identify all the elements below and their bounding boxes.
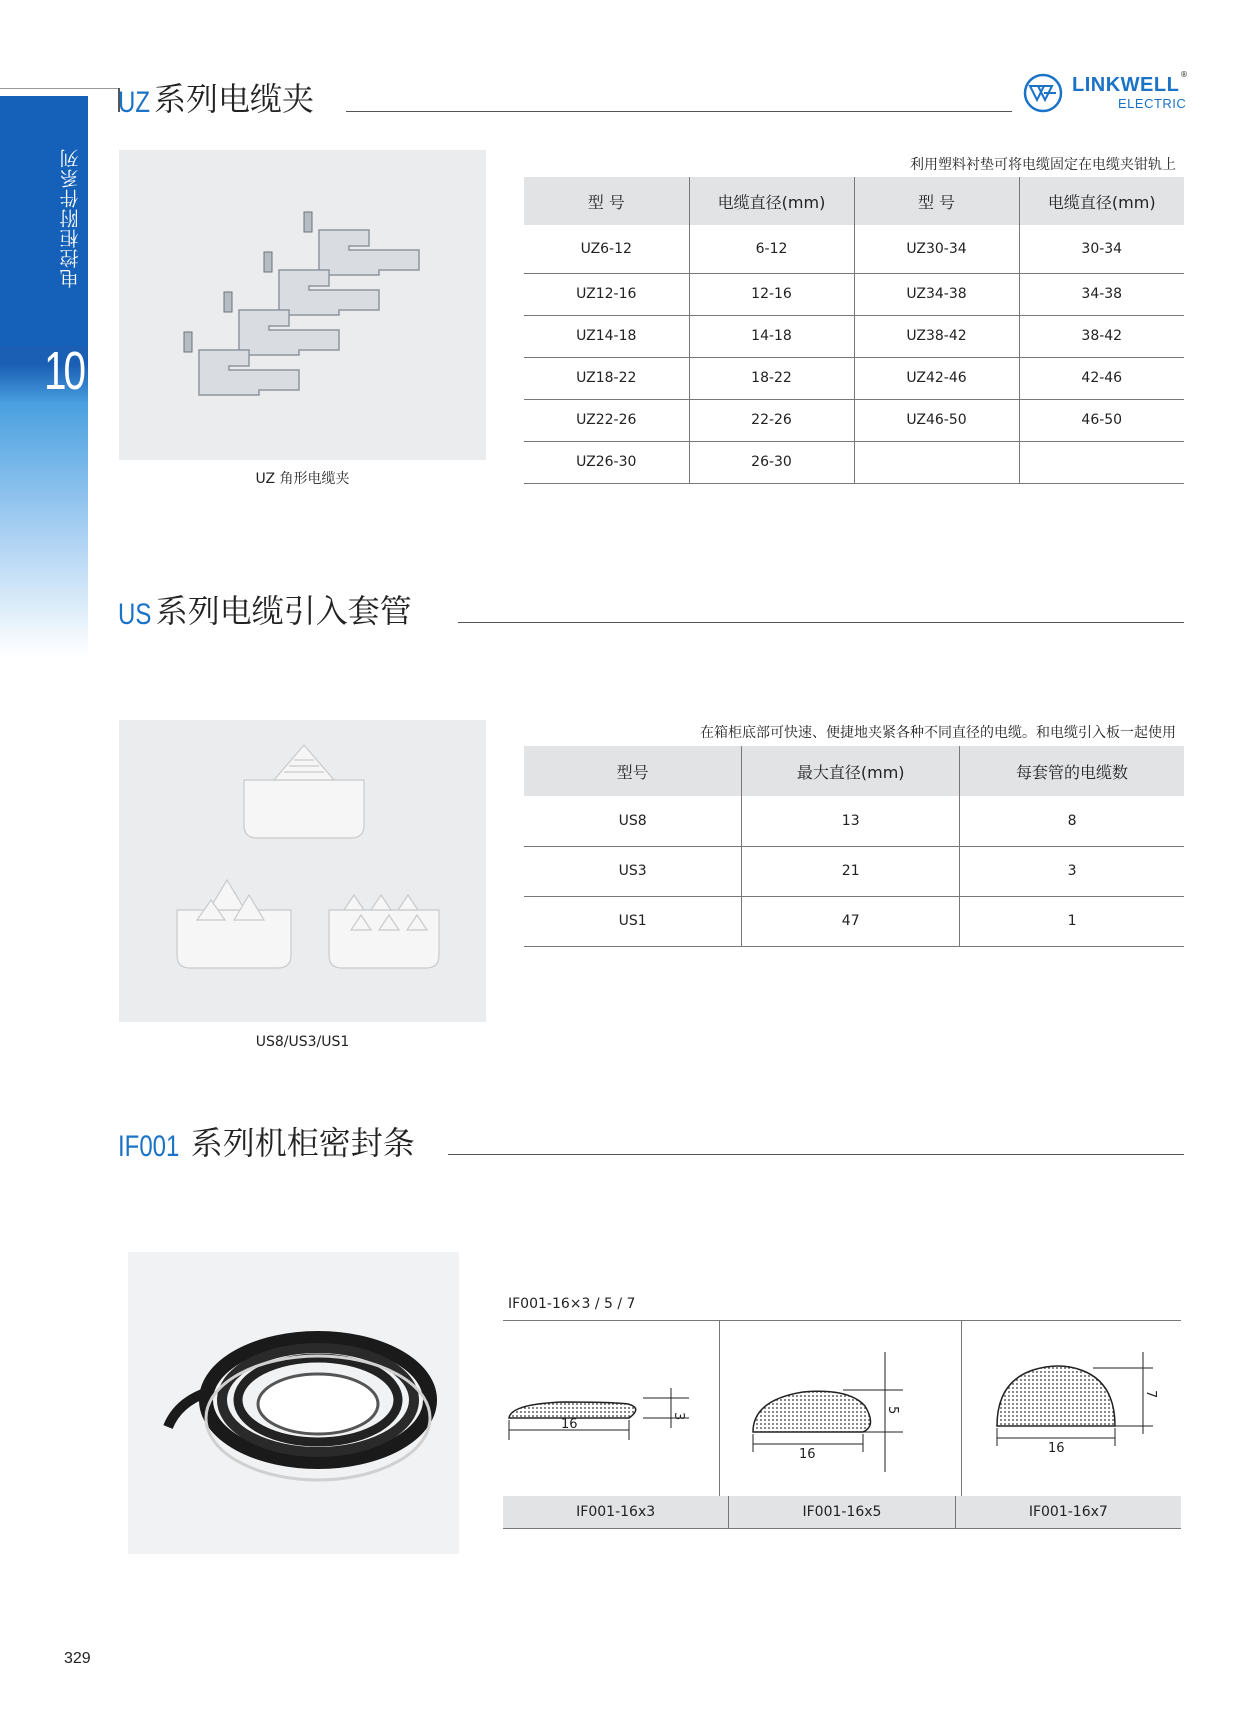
us-spec-table: [524, 746, 1184, 947]
uz-header-model-1: 型 号: [524, 177, 689, 225]
us-header-model: 型号: [524, 746, 742, 796]
table-cell: UZ34-38: [854, 273, 1019, 315]
uz-heading-rule: [346, 111, 1012, 112]
page-number: 329: [64, 1650, 91, 1667]
seal-strip-roll-illustration: [128, 1252, 459, 1554]
table-cell: UZ22-26: [524, 399, 689, 441]
profile-16x3-drawing: [509, 1388, 689, 1440]
us-table-header-row: [524, 746, 1184, 796]
us-photo-caption: US8/US3/US1: [255, 1034, 350, 1050]
brand-logo: [1022, 68, 1187, 116]
table-cell: 38-42: [1019, 315, 1184, 357]
table-cell: 3: [960, 846, 1184, 896]
uz-clamp-illustration: [119, 150, 486, 460]
profile-16x3-height: 3: [671, 1412, 686, 1421]
header-rule-left: [0, 88, 120, 89]
table-cell: 22-26: [689, 399, 854, 441]
table-cell: 12-16: [689, 273, 854, 315]
linkwell-logo-icon: [1022, 72, 1064, 114]
table-cell: UZ12-16: [524, 273, 689, 315]
uz-spec-table: [524, 177, 1184, 484]
table-row: [524, 357, 1184, 399]
table-cell: [1019, 441, 1184, 483]
uz-header-diameter-2: 电缆直径(mm): [1019, 177, 1184, 225]
table-cell: UZ18-22: [524, 357, 689, 399]
uz-table-header-row: [524, 177, 1184, 225]
profile-16x5-drawing: [753, 1352, 903, 1472]
profile-16x7-drawing: [997, 1352, 1158, 1456]
profile-16x3-width: 16: [561, 1417, 578, 1432]
logo-brand-text: LINKWELL: [1072, 74, 1180, 96]
uz-product-photo: [119, 150, 486, 460]
seal-profile-drawings: [503, 1322, 1181, 1496]
us-heading-title: 系列电缆引入套管: [155, 592, 412, 630]
us-product-photo: [119, 720, 486, 1022]
profile-label: IF001-16x3: [576, 1504, 656, 1520]
table-row: [524, 273, 1184, 315]
uz-header-model-2: 型 号: [854, 177, 1019, 225]
chapter-number: 10: [44, 341, 84, 401]
us-grommet-illustration: [119, 720, 486, 1022]
uz-note: 利用塑料衬垫可将电缆固定在电缆夹钳轨上: [910, 157, 1176, 173]
table-cell: 1: [960, 896, 1184, 946]
table-row: [524, 315, 1184, 357]
logo-registered-mark: ®: [1180, 70, 1188, 79]
profile-drawing-title: IF001-16×3 / 5 / 7: [508, 1296, 636, 1312]
table-cell: 47: [742, 896, 960, 946]
table-cell: 26-30: [689, 441, 854, 483]
us-heading: [118, 588, 412, 632]
table-cell: 14-18: [689, 315, 854, 357]
logo-sub-text: ELECTRIC: [1118, 96, 1187, 111]
table-cell: 21: [742, 846, 960, 896]
us-heading-code: US: [118, 598, 152, 631]
us-note: 在箱柜底部可快速、便捷地夹紧各种不同直径的电缆。和电缆引入板一起使用: [700, 725, 1176, 741]
profile-top-rule: [503, 1320, 1181, 1321]
table-cell: UZ42-46: [854, 357, 1019, 399]
side-tab-label: 电控柜附件系列: [59, 148, 82, 288]
uz-heading: [118, 76, 314, 120]
if-product-photo: [128, 1252, 459, 1554]
table-cell: 13: [742, 796, 960, 846]
table-cell: 46-50: [1019, 399, 1184, 441]
table-cell: 30-34: [1019, 225, 1184, 273]
table-row: [524, 796, 1184, 846]
table-row: [524, 225, 1184, 273]
table-cell: UZ30-34: [854, 225, 1019, 273]
profile-label: IF001-16x5: [728, 1496, 954, 1528]
table-cell: 18-22: [689, 357, 854, 399]
table-cell: 6-12: [689, 225, 854, 273]
profile-label-row: [503, 1496, 1181, 1529]
table-cell: [854, 441, 1019, 483]
profile-label: IF001-16x7: [955, 1496, 1181, 1528]
us-header-max-diameter: 最大直径(mm): [742, 746, 960, 796]
us-header-cable-count: 每套管的电缆数: [960, 746, 1184, 796]
if-heading: [118, 1120, 415, 1164]
table-cell: 8: [960, 796, 1184, 846]
if-heading-rule: [448, 1154, 1184, 1155]
table-cell: US8: [524, 796, 742, 846]
uz-photo-caption: UZ 角形电缆夹: [255, 471, 350, 487]
table-row: [524, 846, 1184, 896]
uz-heading-code: UZ: [118, 86, 150, 119]
profile-16x7-width: 16: [1048, 1441, 1065, 1456]
uz-heading-title: 系列电缆夹: [154, 80, 315, 118]
table-cell: UZ38-42: [854, 315, 1019, 357]
profile-16x7-height: 7: [1143, 1390, 1158, 1399]
us-heading-rule: [458, 622, 1184, 623]
table-row: [524, 896, 1184, 946]
profile-16x5-width: 16: [799, 1447, 816, 1462]
uz-header-diameter-1: 电缆直径(mm): [689, 177, 854, 225]
table-row: [524, 441, 1184, 483]
table-cell: UZ26-30: [524, 441, 689, 483]
if-heading-title: 系列机柜密封条: [190, 1124, 415, 1162]
table-cell: UZ6-12: [524, 225, 689, 273]
if-heading-code: IF001: [118, 1130, 180, 1163]
table-cell: UZ14-18: [524, 315, 689, 357]
table-cell: US3: [524, 846, 742, 896]
table-cell: 34-38: [1019, 273, 1184, 315]
table-cell: UZ46-50: [854, 399, 1019, 441]
table-cell: 42-46: [1019, 357, 1184, 399]
profile-16x5-height: 5: [885, 1406, 900, 1415]
table-cell: US1: [524, 896, 742, 946]
table-row: [524, 399, 1184, 441]
